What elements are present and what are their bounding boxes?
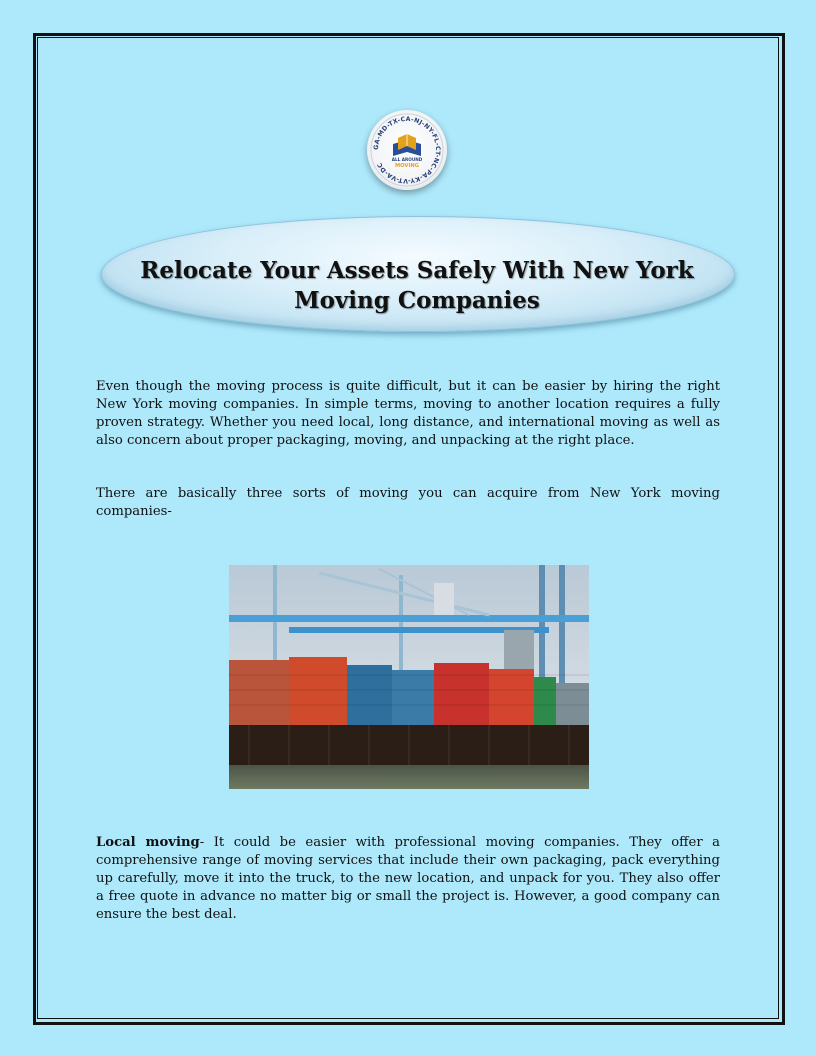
local-moving-text: - It could be easier with professional moving companies. They offer a comprehensive range of moving services that include their own packaging, pack everything up carefully, move it into the truck, to the new location, and unpack for you. They also offer a free quote in advance no matter big or small the project is. However, a good company can ensure the best deal. [96,835,720,922]
local-moving-paragraph [96,834,720,924]
logo-brand-bottom: MOVING [395,163,419,169]
page-title-line-2: Moving Companies [294,287,540,314]
page-title-line-1: Relocate Your Assets Safely With New York [140,257,694,284]
shipping-containers-photo [229,565,589,789]
logo-ring-text: GA-MD-TX-CA-NJ-NY-FL-CT-NC-PA-KY-VT-VA-DC [372,115,442,185]
page-title [101,256,733,316]
moving-types-paragraph: There are basically three sorts of moving you can acquire from New York moving companies- [96,486,720,519]
local-moving-heading: Local moving [96,835,200,850]
intro-paragraph: Even though the moving process is quite difficult, but it can be easier by hiring the right New York moving companies. In simple terms, moving to another location requires a fully proven strategy. Whether you need local, long distance, and international moving as well as also concern about proper packaging, moving, and unpacking at the right place. [96,379,720,448]
logo-brand-top: ALL AROUND [391,157,423,162]
company-logo [367,110,447,190]
logo-emblem [367,110,447,190]
